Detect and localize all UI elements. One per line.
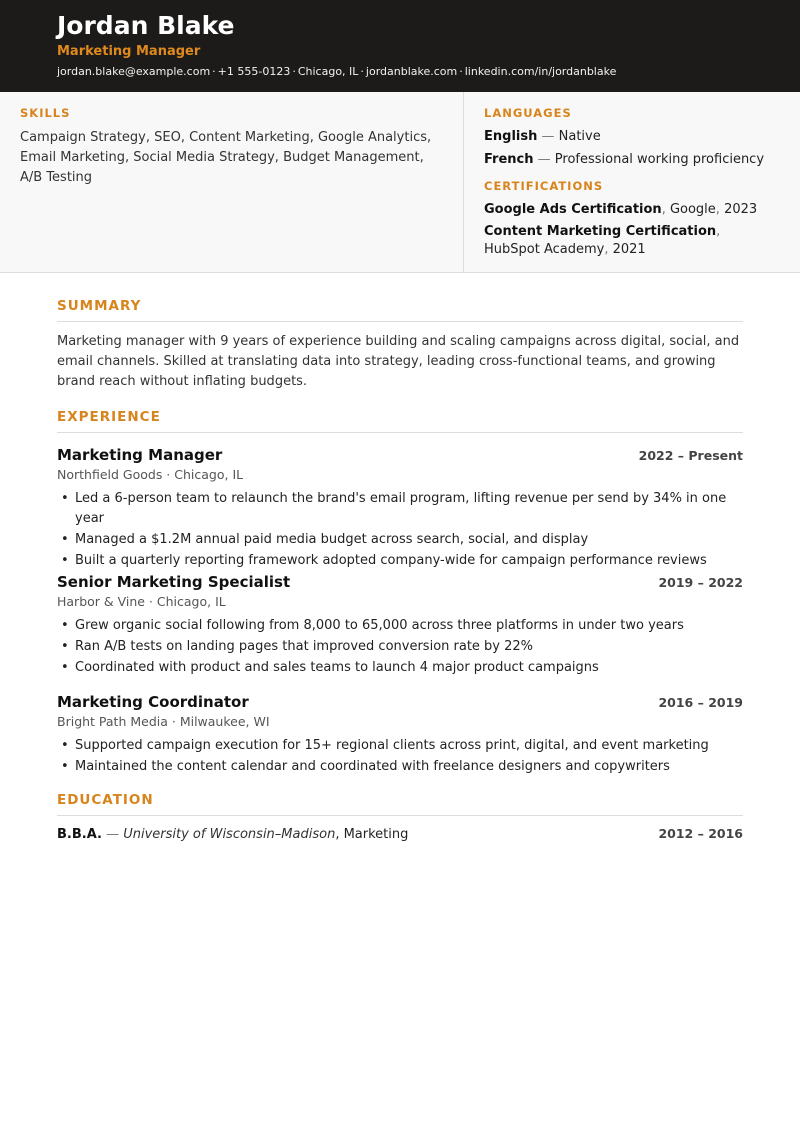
job-bullets — [57, 736, 743, 777]
education-date: 2012 – 2016 — [658, 826, 743, 841]
job-organization: Northfield Goods · Chicago, IL — [57, 467, 244, 482]
language-level: Professional working proficiency — [554, 152, 765, 167]
job-bullets — [57, 489, 743, 571]
resume-main — [0, 273, 800, 845]
education-details: B.B.A. — University of Wisconsin–Madison, Marketing — [57, 827, 409, 842]
job-date: 2016 – 2019 — [658, 695, 743, 710]
job-title: Marketing Coordinator — [57, 693, 249, 711]
job-bullets — [57, 616, 743, 678]
job-date: 2019 – 2022 — [658, 575, 743, 590]
language-dash: — — [537, 152, 551, 167]
contact-separator: · — [360, 65, 364, 78]
contact-phone: +1 555-0123 — [217, 65, 291, 78]
contact-location: Chicago, IL — [297, 65, 359, 78]
job-bullet: • Ran A/B tests on landing pages that improved conversion rate by 22% — [57, 637, 743, 657]
job-organization: Harbor & Vine · Chicago, IL — [57, 594, 226, 609]
education-school: University of Wisconsin–Madison — [123, 827, 336, 842]
summary-heading: SUMMARY — [57, 297, 743, 322]
job-bullet: • Coordinated with product and sales teams to launch 4 major product campaigns — [57, 658, 743, 678]
education-heading: EDUCATION — [57, 791, 743, 816]
job-header — [57, 445, 743, 465]
education-entry — [57, 825, 743, 845]
resume-header — [0, 0, 800, 92]
summary-text: Marketing manager with 9 years of experience building and scaling campaigns across digital, social, and email channels. Skilled at translating data into strategy, leading cross-functional teams, and growing brand reach without inflating budgets. — [57, 334, 740, 389]
job-entry — [57, 445, 743, 571]
certification-year: 2021 — [612, 242, 646, 257]
experience-heading: EXPERIENCE — [57, 408, 743, 433]
contact-separator: · — [212, 65, 216, 78]
languages-certifications-panel — [464, 92, 800, 272]
job-bullet: • Maintained the content calendar and coordinated with freelance designers and copywriters — [57, 757, 743, 777]
skills-panel — [0, 92, 464, 272]
certification-item: Google Ads Certification, Google, 2023 — [484, 202, 758, 217]
job-bullet: • Managed a $1.2M annual paid media budget across search, social, and display — [57, 530, 743, 550]
info-band — [0, 92, 800, 273]
contact-line — [57, 65, 743, 79]
job-header — [57, 692, 743, 712]
languages-heading: LANGUAGES — [484, 106, 572, 120]
language-name: French — [484, 152, 534, 167]
education-degree: B.B.A. — [57, 827, 102, 842]
job-date: 2022 – Present — [638, 448, 743, 463]
job-title: Senior Marketing Specialist — [57, 573, 291, 591]
language-item — [484, 128, 780, 146]
certification-name: Google Ads Certification — [484, 202, 662, 217]
certifications-heading: CERTIFICATIONS — [484, 179, 604, 193]
certification-issuer: HubSpot Academy — [484, 242, 605, 257]
job-bullet: • Led a 6-person team to relaunch the brand's email program, lifting revenue per send by 34% in one year — [57, 489, 743, 529]
language-item — [484, 151, 780, 169]
contact-website[interactable]: jordanblake.com — [365, 65, 458, 78]
contact-linkedin[interactable]: linkedin.com/in/jordanblake — [464, 65, 617, 78]
skills-list: Campaign Strategy, SEO, Content Marketing, Google Analytics, Email Marketing, Social Media Strategy, Budget Management, A/B Testing — [20, 130, 432, 185]
certification-name: Content Marketing Certification — [484, 224, 717, 239]
job-header — [57, 572, 743, 592]
certification-year: 2023 — [724, 202, 758, 217]
job-entry — [57, 572, 743, 678]
education-field: Marketing — [343, 827, 409, 842]
candidate-headline: Marketing Manager — [57, 44, 201, 59]
skills-heading: SKILLS — [20, 106, 71, 120]
job-organization: Bright Path Media · Milwaukee, WI — [57, 714, 270, 729]
contact-email[interactable]: jordan.blake@example.com — [57, 65, 211, 78]
contact-separator: · — [292, 65, 296, 78]
job-bullet: • Built a quarterly reporting framework adopted company-wide for campaign performance reviews — [57, 551, 743, 571]
certification-item: Content Marketing Certification, HubSpot Academy, 2021 — [484, 224, 721, 257]
language-level: Native — [558, 129, 601, 144]
job-bullet: • Grew organic social following from 8,000 to 65,000 across three platforms in under two years — [57, 616, 743, 636]
job-title: Marketing Manager — [57, 446, 223, 464]
job-bullet: • Supported campaign execution for 15+ regional clients across print, digital, and event marketing — [57, 736, 743, 756]
language-name: English — [484, 129, 538, 144]
contact-separator: · — [459, 65, 463, 78]
job-entry — [57, 692, 743, 777]
certification-issuer: Google — [669, 202, 716, 217]
candidate-name: Jordan Blake — [57, 11, 235, 40]
language-dash: — — [541, 129, 555, 144]
education-dash: — — [106, 827, 120, 842]
